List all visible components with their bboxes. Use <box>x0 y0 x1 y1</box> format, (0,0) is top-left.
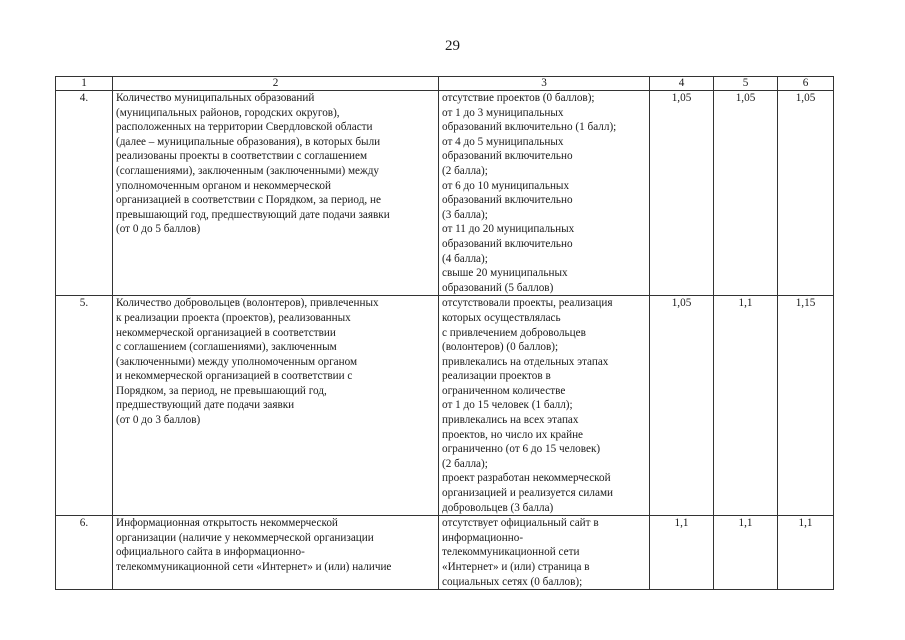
coefficient-col6: 1,1 <box>778 516 834 590</box>
coefficient-col4: 1,05 <box>650 91 714 296</box>
scoring-scale: отсутствует официальный сайт в информационно- телекоммуникационной сети «Интернет» и (или) страница в социальных сетях (0 баллов); <box>439 516 650 590</box>
coefficient-col6: 1,15 <box>778 296 834 516</box>
coefficient-col4: 1,05 <box>650 296 714 516</box>
header-row <box>56 77 834 91</box>
coefficient-col6: 1,05 <box>778 91 834 296</box>
col-header-6: 6 <box>778 77 834 91</box>
coefficient-col5: 1,05 <box>714 91 778 296</box>
row-number: 5. <box>56 296 113 516</box>
coefficient-col5: 1,1 <box>714 516 778 590</box>
col-header-4: 4 <box>650 77 714 91</box>
col-header-2: 2 <box>113 77 439 91</box>
page-number: 29 <box>445 38 460 54</box>
col-header-3: 3 <box>439 77 650 91</box>
table-row <box>56 516 834 590</box>
col-header-5: 5 <box>714 77 778 91</box>
row-number: 4. <box>56 91 113 296</box>
coefficient-col5: 1,1 <box>714 296 778 516</box>
criterion-text: Количество муниципальных образований (муниципальных районов, городских округов), расположенных на территории Свердловской области (далее – муниципальные образования), в которых были реализованы проекты в соответствии с соглашением (соглашениями), заключенным (заключенными) между уполномоченным органом и некоммерческой организацией в соответствии с Порядком, за период, не превышающий год, предшествующий дате подачи заявки (от 0 до 5 баллов) <box>113 91 439 296</box>
table-row <box>56 91 834 296</box>
criteria-table <box>55 76 834 590</box>
col-header-1: 1 <box>56 77 113 91</box>
row-number: 6. <box>56 516 113 590</box>
criterion-text: Информационная открытость некоммерческой организации (наличие у некоммерческой организации официального сайта в информационно- телекоммуникационной сети «Интернет» и (или) наличие <box>113 516 439 590</box>
criterion-text: Количество добровольцев (волонтеров), привлеченных к реализации проекта (проектов), реализованных некоммерческой организацией в соответствии с соглашением (соглашениями), заключенным (заключенными) между уполномоченным органом и некоммерческой организацией в соответствии с Порядком, за период, не превышающий год, предшествующий дате подачи заявки (от 0 до 3 баллов) <box>113 296 439 516</box>
scoring-scale: отсутствие проектов (0 баллов); от 1 до 3 муниципальных образований включительно (1 балл); от 4 до 5 муниципальных образований включительно (2 балла); от 6 до 10 муниципальных образований включительно (3 балла); от 11 до 20 муниципальных образований включительно (4 балла); свыше 20 муниципальных образований (5 баллов) <box>439 91 650 296</box>
coefficient-col4: 1,1 <box>650 516 714 590</box>
scoring-scale: отсутствовали проекты, реализация которых осуществлялась с привлечением добровольцев (волонтеров) (0 баллов); привлекались на отдельных этапах реализации проектов в ограниченном количестве от 1 до 15 человек (1 балл); привлекались на всех этапах проектов, но число их крайне ограниченно (от 6 до 15 человек) (2 балла); проект разработан некоммерческой организацией и реализуется силами добровольцев (3 балла) <box>439 296 650 516</box>
table-row <box>56 296 834 516</box>
